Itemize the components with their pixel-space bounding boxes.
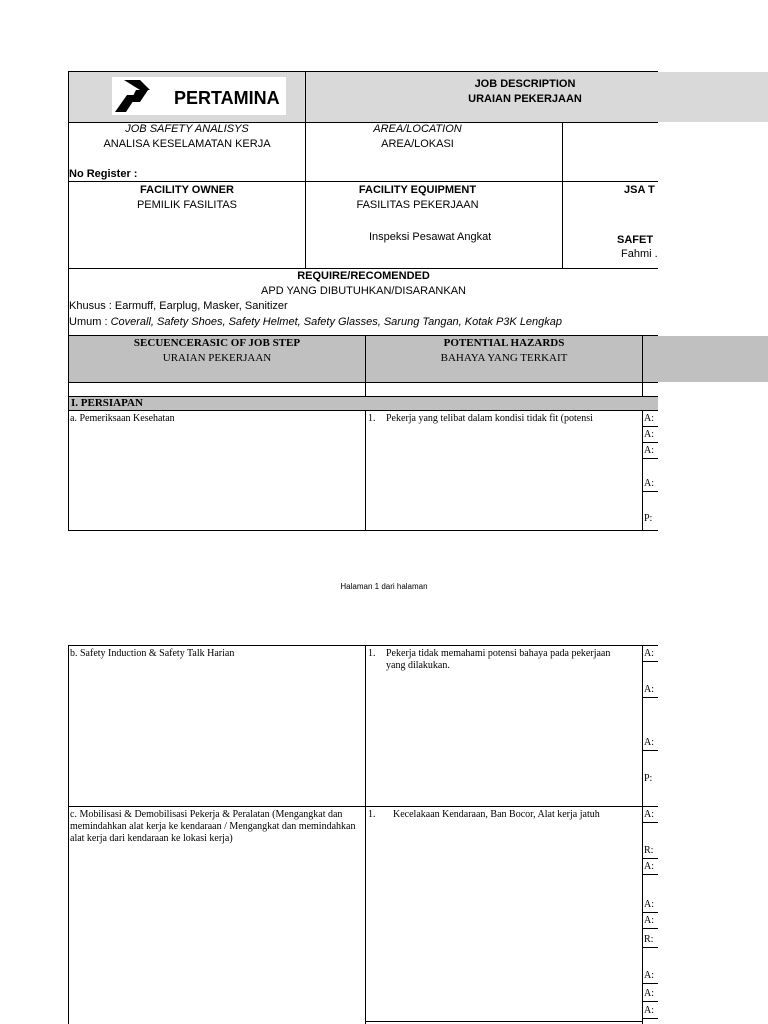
page-footer: Halaman 1 dari halaman (340, 582, 428, 591)
border (562, 122, 563, 268)
risk-mark: A: (644, 648, 654, 659)
company-logo (112, 77, 286, 115)
risk-mark: A: (644, 413, 654, 424)
ppe-title-id: APD YANG DIBUTUHKAN/DISARANKAN (261, 285, 466, 297)
risk-mark: A: (644, 429, 654, 440)
risk-mark: A: (644, 915, 654, 926)
table-header-band (643, 336, 768, 382)
ppe-umum (69, 316, 658, 329)
border (68, 806, 658, 807)
border (365, 335, 366, 530)
risk-mark: P: (644, 773, 653, 784)
ppe-khusus: Khusus : Earmuff, Earplug, Masker, Sanitizer (69, 300, 288, 312)
pertamina-logo-icon (112, 77, 174, 115)
border (643, 442, 658, 443)
title-en: JOB DESCRIPTION (474, 78, 576, 90)
risk-mark: P: (644, 513, 653, 524)
jsa-label-id: ANALISA KESELAMATAN KERJA (103, 138, 271, 150)
border (643, 928, 658, 929)
step-a: a. Pemeriksaan Kesehatan (70, 413, 175, 424)
border (68, 530, 658, 531)
border (642, 645, 643, 1024)
border (68, 382, 658, 383)
risk-mark: A: (644, 861, 654, 872)
facility-equipment-id: FASILITAS PEKERJAAN (356, 199, 479, 211)
hazard-a: Pekerja yang telibat dalam kondisi tidak fit (potensi (386, 413, 593, 424)
no-register-label: No Register : (69, 168, 138, 180)
risk-mark: A: (644, 445, 654, 456)
border (365, 645, 366, 1024)
hazard-c: Kecelakaan Kendaraan, Ban Bocor, Alat kerja jatuh (393, 809, 600, 820)
border (305, 71, 306, 268)
border (643, 426, 658, 427)
jsa-label-en: JOB SAFETY ANALISYS (125, 123, 249, 135)
border (68, 268, 658, 269)
jsa-team-label: JSA T (624, 184, 655, 196)
border (643, 750, 658, 751)
border (643, 858, 658, 859)
safety-label: SAFET (617, 234, 654, 246)
border (68, 181, 658, 182)
logo-text: PERTAMINA (174, 88, 280, 108)
facility-owner-en: FACILITY OWNER (140, 184, 234, 196)
border (643, 458, 658, 459)
risk-mark: A: (644, 988, 654, 999)
risk-mark: R: (644, 845, 654, 856)
border (643, 1018, 658, 1019)
risk-mark: A: (644, 1005, 654, 1016)
section-row (69, 397, 658, 410)
border (643, 661, 658, 662)
risk-mark: A: (644, 478, 654, 489)
hazard-a-num: 1. (368, 413, 376, 424)
ppe-title-en: REQUIRE/RECOMENDED (297, 270, 430, 282)
border (68, 71, 658, 72)
border (643, 697, 658, 698)
risk-mark: R: (644, 934, 654, 945)
ppe-umum-value: Coverall, Safety Shoes, Safety Helmet, Safety Glasses, Sarung Tangan, Kotak P3K Lengkap (110, 316, 563, 328)
step-header-id: URAIAN PEKERJAAN (162, 352, 272, 364)
safety-person-name: Fahmi . (621, 248, 658, 260)
border (643, 983, 658, 984)
area-label-en: AREA/LOCATION (373, 123, 462, 135)
step-c: c. Mobilisasi & Demobilisasi Pekerja & Peralatan (Mengangkat dan memindahkan alat kerja ke kendaraan / Mengangkat dan memindahkan alat kerja dari kendaraan ke lokasi kerja) (70, 809, 356, 844)
risk-mark: A: (644, 809, 654, 820)
border (68, 335, 658, 336)
risk-mark: A: (644, 684, 654, 695)
border (68, 645, 658, 646)
risk-mark: A: (644, 970, 654, 981)
step-b: b. Safety Induction & Safety Talk Harian (70, 648, 235, 659)
border (643, 947, 658, 948)
risk-mark: A: (644, 737, 654, 748)
ppe-umum-label: Umum : (69, 316, 108, 328)
hazard-b-num: 1. (368, 648, 376, 659)
border (68, 410, 658, 411)
border (643, 822, 658, 823)
risk-mark: A: (644, 899, 654, 910)
facility-equipment-value: Inspeksi Pesawat Angkat (369, 231, 492, 243)
border (643, 491, 658, 492)
border (365, 1021, 642, 1022)
step-header-en: SECUENCERASIC OF JOB STEP (133, 337, 301, 349)
border (643, 1001, 658, 1002)
hazard-header-en: POTENTIAL HAZARDS (443, 337, 565, 349)
facility-equipment-en: FACILITY EQUIPMENT (358, 184, 477, 196)
border (68, 645, 69, 1024)
hazard-c-num: 1. (368, 809, 376, 820)
title-id: URAIAN PEKERJAAN (468, 93, 582, 105)
section-title: I. PERSIAPAN (71, 397, 143, 409)
facility-owner-id: PEMILIK FASILITAS (136, 199, 238, 211)
area-label-id: AREA/LOKASI (381, 138, 454, 150)
border (642, 335, 643, 530)
hazard-header-id: BAHAYA YANG TERKAIT (440, 352, 568, 364)
border (643, 912, 658, 913)
border (643, 874, 658, 875)
hazard-b: Pekerja tidak memahami potensi bahaya pada pekerjaan yang dilakukan. (386, 648, 611, 671)
